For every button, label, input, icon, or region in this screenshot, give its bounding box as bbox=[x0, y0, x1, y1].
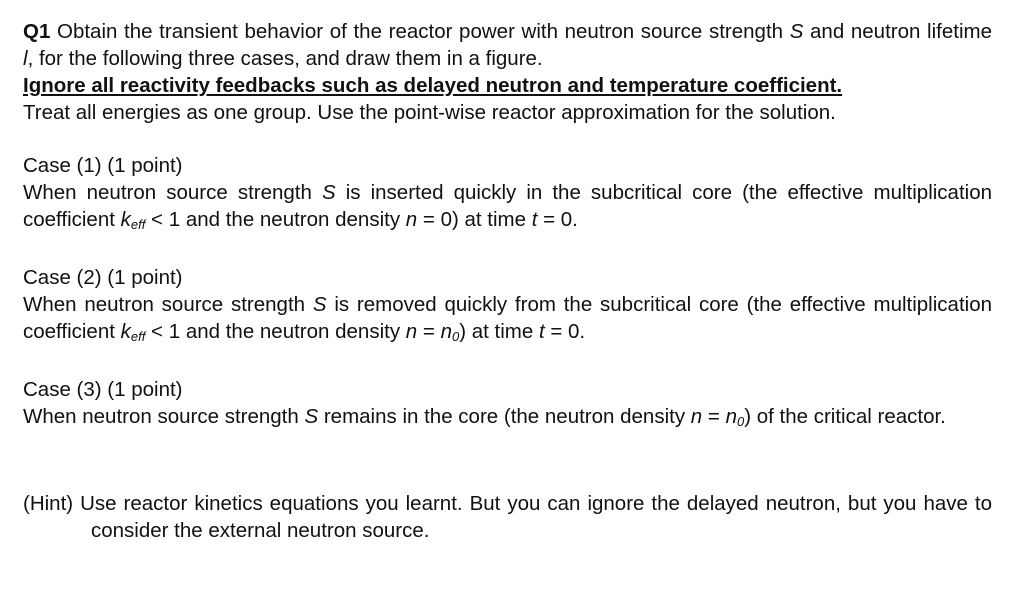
case-2-subscript-eff: eff bbox=[130, 329, 146, 344]
case-1-text: < 1 and the neutron density bbox=[145, 208, 406, 231]
intro-text-2: and neutron lifetime bbox=[803, 20, 992, 43]
case-1-description bbox=[23, 179, 992, 238]
case-1-symbol-t: t bbox=[531, 208, 538, 231]
case-2-title: Case (2) (1 point) bbox=[23, 266, 183, 289]
case-2-text: < 1 and the neutron density bbox=[145, 320, 406, 343]
case-1-subscript-eff: eff bbox=[130, 217, 146, 232]
case-2-text: is removed quickly from the subcritical core (the effective multiplication coefficient bbox=[23, 293, 992, 343]
case-2-symbol-t: t bbox=[538, 320, 545, 343]
case-3-title: Case (3) (1 point) bbox=[23, 378, 183, 401]
case-2-text: When neutron source strength bbox=[23, 293, 313, 316]
case-1-symbol-n: n bbox=[405, 208, 418, 231]
case-2-symbol-k: k bbox=[120, 320, 131, 343]
case-1-symbol-s: S bbox=[321, 181, 336, 204]
case-2-symbol-n: n bbox=[405, 320, 418, 343]
case-3-description bbox=[23, 403, 992, 435]
case-3-text: ) of the critical reactor. bbox=[744, 405, 946, 428]
case-3-symbol-s: S bbox=[304, 405, 319, 428]
case-3-symbol-n0: n bbox=[725, 405, 737, 428]
case-3-text: = bbox=[702, 405, 726, 428]
treat-energies-instruction bbox=[23, 99, 992, 126]
case-3-text: remains in the core (the neutron density bbox=[318, 405, 691, 428]
symbol-l: l bbox=[23, 47, 28, 70]
case-1-symbol-k: k bbox=[120, 208, 131, 231]
case-2-subscript-0: 0 bbox=[451, 329, 460, 344]
case-2-text: = 0. bbox=[544, 320, 586, 343]
case-2-description bbox=[23, 291, 992, 350]
ignore-feedback-text: Ignore all reactivity feedbacks such as delayed neutron and temperature coefficient. bbox=[23, 74, 843, 97]
case-1-text: When neutron source strength bbox=[23, 181, 322, 204]
case-3-text: When neutron source strength bbox=[23, 405, 305, 428]
hint-paragraph: (Hint) Use reactor kinetics equations you learnt. But you can ignore the delayed neutron, but you have to consider the external neutron source. bbox=[23, 492, 992, 542]
case-3-symbol-n: n bbox=[690, 405, 703, 428]
symbol-s: S bbox=[789, 20, 804, 43]
question-label: Q1 bbox=[23, 20, 51, 43]
treat-energies-text: Treat all energies as one group. Use the point-wise reactor approximation for the solution. bbox=[23, 101, 836, 124]
ignore-feedback-instruction bbox=[23, 72, 992, 99]
case-2-text: = bbox=[417, 320, 441, 343]
intro-text-1: Obtain the transient behavior of the reactor power with neutron source strength bbox=[50, 20, 790, 43]
case-2-symbol-n0: n bbox=[440, 320, 452, 343]
case-1-text: is inserted quickly in the subcritical core (the effective multiplication coefficient bbox=[23, 181, 993, 231]
case-1-text: = 0) at time bbox=[417, 208, 532, 231]
case-1-text: = 0. bbox=[537, 208, 578, 231]
problem-document bbox=[23, 18, 992, 544]
case-1-title: Case (1) (1 point) bbox=[23, 154, 183, 177]
case-3-subscript-0: 0 bbox=[736, 414, 745, 429]
intro-text-3: , for the following three cases, and draw them in a figure. bbox=[27, 47, 543, 70]
case-2-text: ) at time bbox=[459, 320, 539, 343]
question-intro bbox=[23, 18, 992, 72]
case-2-symbol-s: S bbox=[312, 293, 327, 316]
